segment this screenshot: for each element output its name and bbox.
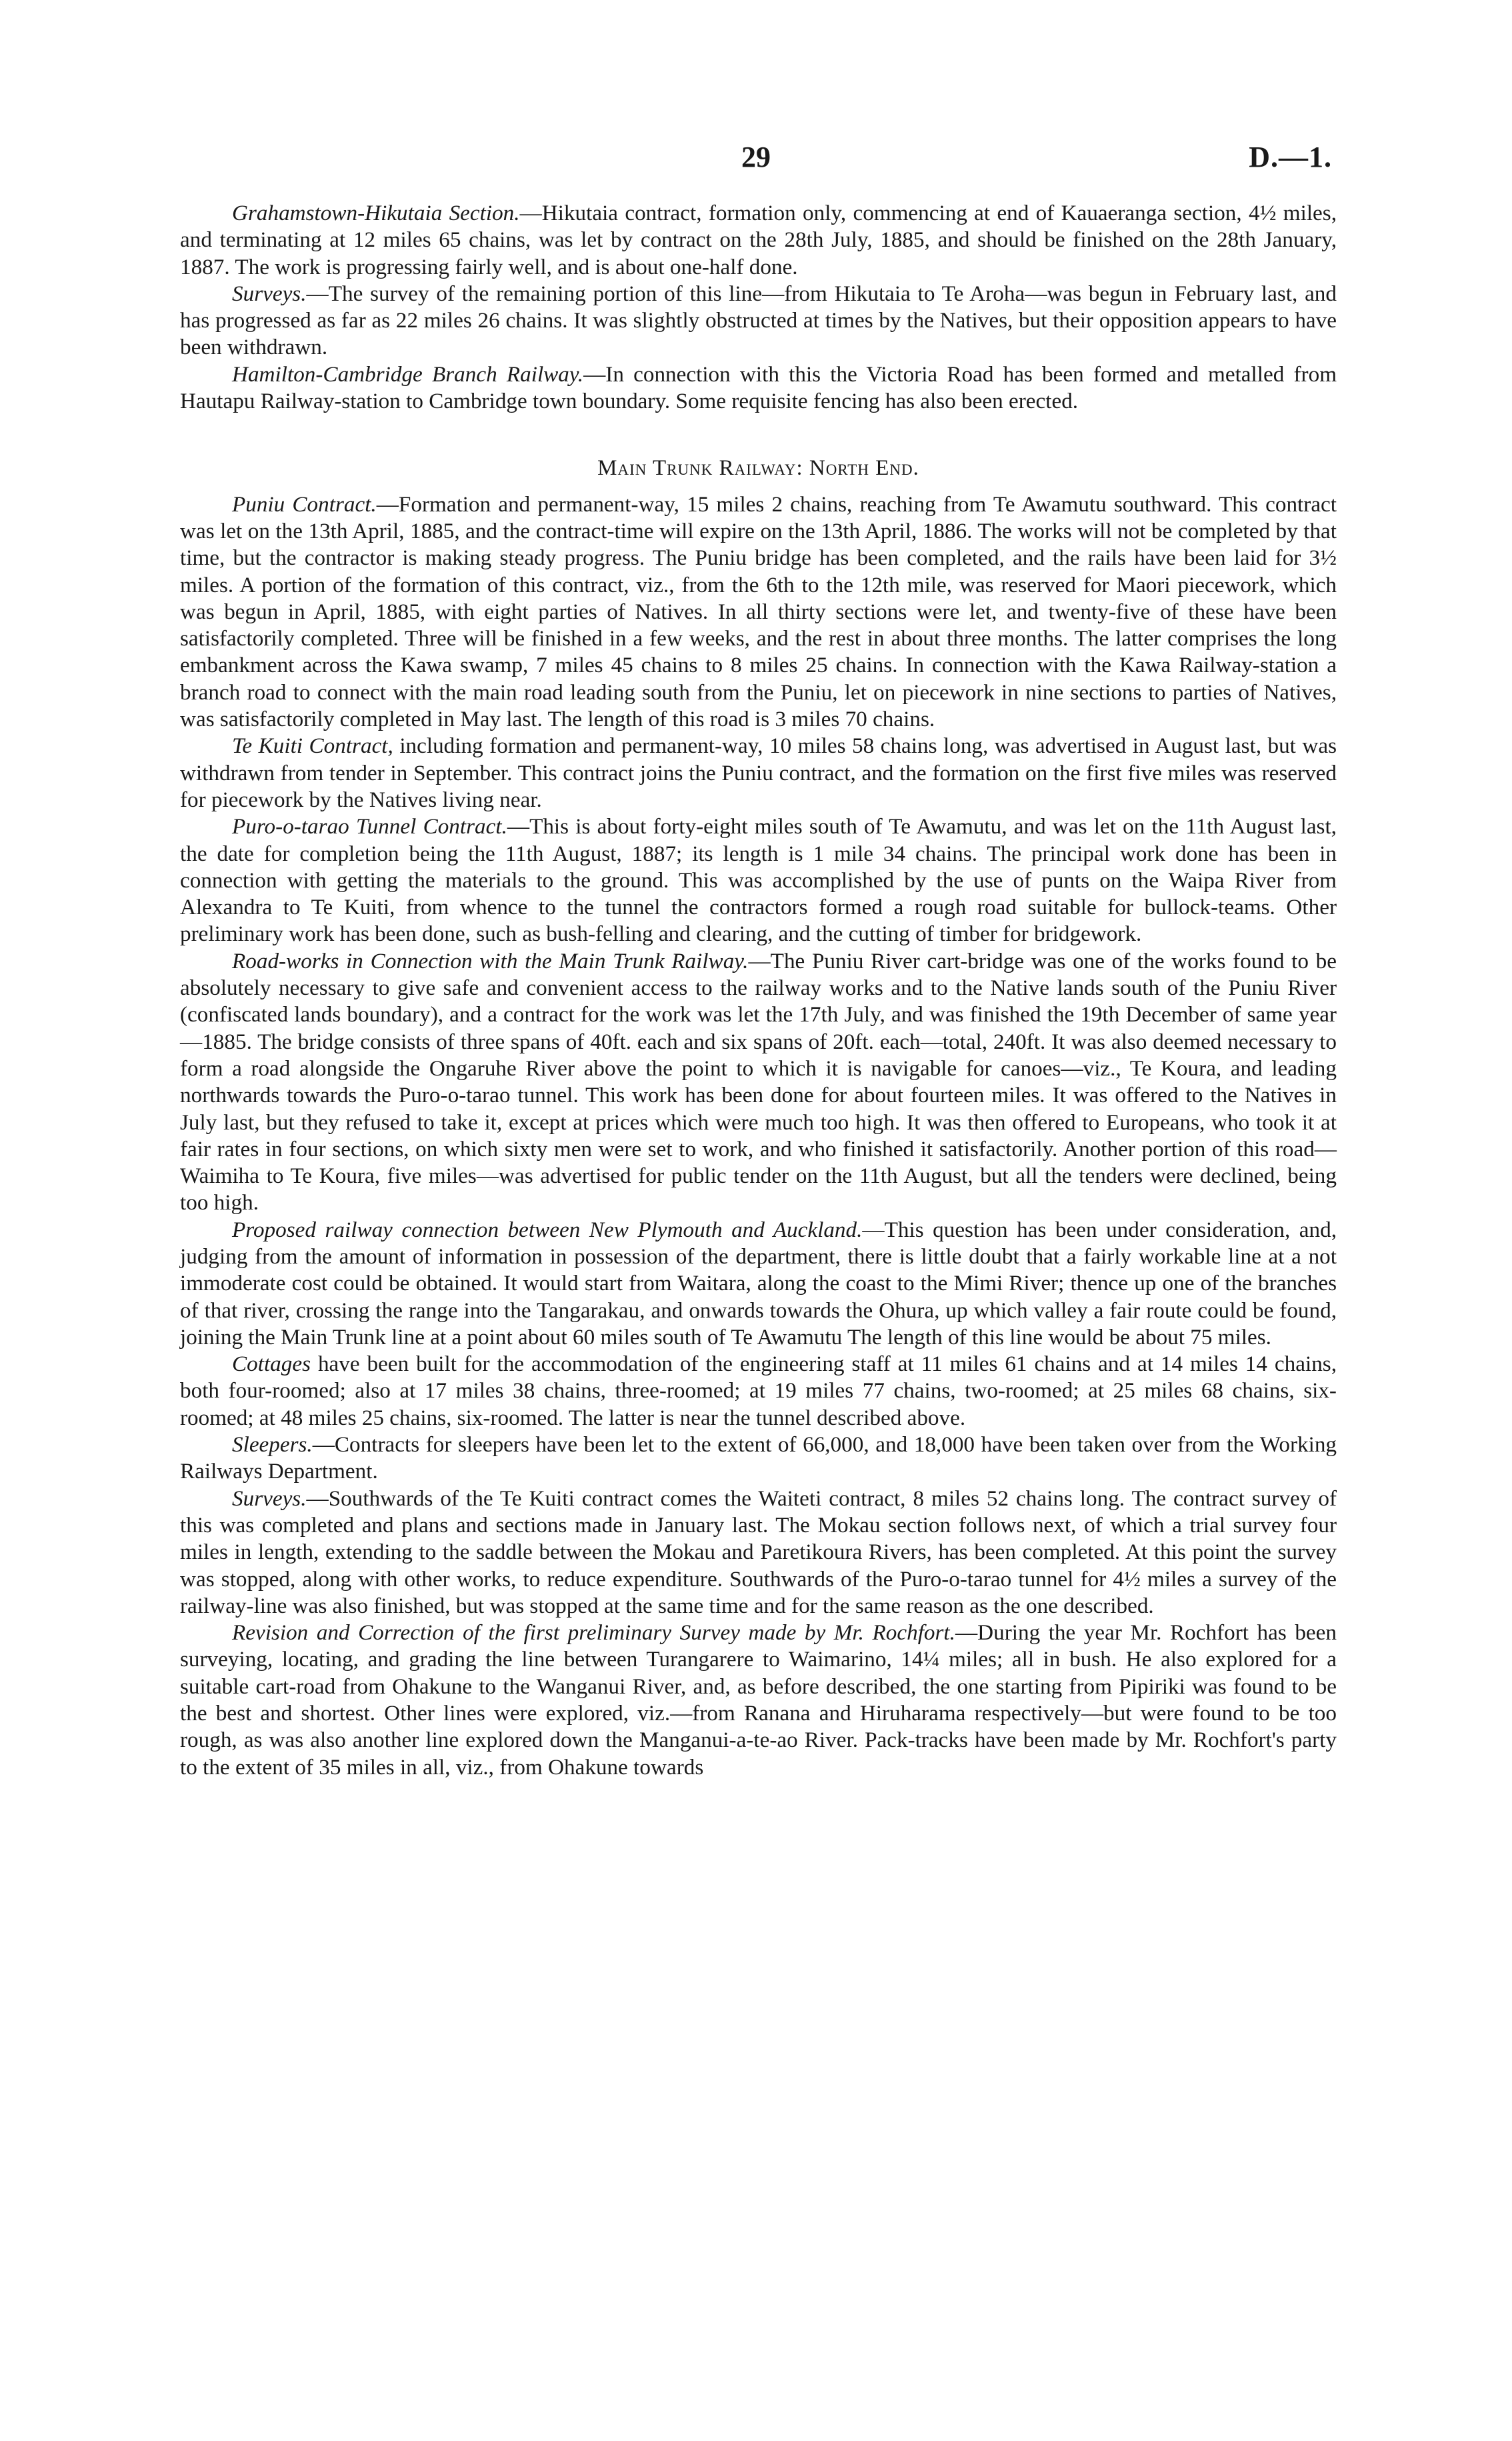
section-heading: Main Trunk Railway: North End.: [597, 456, 919, 481]
paragraph: [180, 491, 1337, 733]
paragraph: [180, 200, 1337, 281]
paragraph: [180, 361, 1337, 415]
paragraph-text: including formation and permanent-way, 10 miles 58 chains long, was advertised in August last, but was withdrawn from tender in September. This contract joins the Puniu contract, and the formation on the first five miles was reserved for piecework by the Natives living near.: [180, 733, 1337, 812]
paragraph: [180, 1351, 1337, 1432]
paragraph-text: —Hikutaia contract, formation only, commencing at end of Kauaeranga section, 4½ miles, and terminating at 12 miles 65 chains, was let by contract on the 28th July, 1885, and should be finished on the 28th January, 1887. The work is progressing fairly well, and is about one-half done.: [180, 201, 1337, 279]
paragraph: [180, 1486, 1337, 1620]
paragraph-lead: Te Kuiti Contract,: [232, 733, 393, 759]
paragraph-text: —Southwards of the Te Kuiti contract comes the Waiteti contract, 8 miles 52 chains long. The contract survey of this was completed and plans and sections made in January last. The Mokau section follows next, of which a trial survey four miles in length, extending to the saddle between the Mokau and Paretikoura Rivers, has been completed. At this point the survey was stopped, along with other works, to reduce expenditure. Southwards of the Puro-o-tarao tunnel for 4½ miles a survey of the railway-line was also finished, but was stopped at the same time and for the same reason as the one described.: [180, 1486, 1337, 1618]
paragraph-text: —In connection with this the Victoria Road has been formed and metalled from Hautapu Railway-station to Cambridge town boundary. Some requisite fencing has also been erected.: [180, 361, 1337, 414]
paragraph-lead: Proposed railway connection between New Plymouth and Auckland.: [232, 1217, 863, 1242]
paragraph-lead: Revision and Correction of the first preliminary Survey made by Mr. Rochfort.: [232, 1620, 955, 1646]
paragraph: [180, 1432, 1337, 1486]
paragraph: [180, 948, 1337, 1217]
paragraph-lead: Puro-o-tarao Tunnel Contract.: [232, 814, 507, 839]
paragraph: [180, 1620, 1337, 1781]
paragraph-text: —This is about forty-eight miles south of Te Awamutu, and was let on the 11th August last, the date for completion being the 11th August, 1887; its length is 1 mile 34 chains. The principal work done has been in connection with getting the materials to the ground. This was accomplished by the use of punts on the Waipa River from Alexandra to Te Kuiti, from whence to the tunnel the contractors formed a rough road suitable for bullock-teams. Other preliminary work has been done, such as bush-felling and clearing, and the cutting of timber for bridgework.: [180, 814, 1337, 947]
paragraph-lead: Grahamstown-Hikutaia Section.: [232, 201, 520, 225]
page-header: [180, 140, 1332, 187]
paragraph-text: —The survey of the remaining portion of this line—from Hikutaia to Te Aroha—was begun in February last, and has progressed as far as 22 miles 26 chains. It was slightly obstructed at times by the Natives, but their opposition appears to have been withdrawn.: [180, 281, 1337, 360]
paragraph-lead: Puniu Contract.: [232, 491, 377, 517]
paragraph-lead: Road-works in Connection with the Main Trunk Railway.: [232, 948, 749, 973]
document-code: D.—1.: [1249, 141, 1332, 173]
paragraph: [180, 281, 1337, 361]
page-body: [180, 200, 1337, 1781]
paragraph: [180, 1217, 1337, 1351]
paragraph-text: have been built for the accommodation of the engineering staff at 11 miles 61 chains and at 14 miles 14 chains, both four-roomed; also at 17 miles 38 chains, three-roomed; at 19 miles 77 chains, two-roomed; at 25 miles 68 chains, six-roomed; at 48 miles 25 chains, six-roomed. The latter is near the tunnel described above.: [180, 1352, 1337, 1430]
paragraph-text: —Formation and permanent-way, 15 miles 2 chains, reaching from Te Awamutu southward. This contract was let on the 13th April, 1885, and the contract-time will expire on the 13th April, 1886. The works will not be completed by that time, but the contractor is making steady progress. The Puniu bridge has been completed, and the rails have been laid for 3½ miles. A portion of the formation of this contract, viz., from the 6th to the 12th mile, was reserved for Maori piecework, which was begun in April, 1885, with eight parties of Natives. In all thirty sections were let, and twenty-five of these have been satisfactorily completed. Three will be finished in a few weeks, and the rest in about three months. The latter comprises the long embankment across the Kawa swamp, 7 miles 45 chains to 8 miles 25 chains. In connection with the Kawa Railway-station a branch road to connect with the main road leading south from the Puniu, let on piecework in nine sections to parties of Natives, was satisfactorily completed in May last. The length of this road is 3 miles 70 chains.: [180, 491, 1337, 732]
paragraph: [180, 813, 1337, 947]
paragraph-lead: Cottages: [232, 1352, 311, 1377]
paragraph-text: —Contracts for sleepers have been let to the extent of 66,000, and 18,000 have been taken over from the Working Railways Department.: [180, 1432, 1337, 1484]
page-number: 29: [741, 141, 771, 173]
paragraph-text: —This question has been under consideration, and, judging from the amount of information in possession of the department, there is little doubt that a fairly workable line at a not immoderate cost could be obtained. It would start from Waitara, along the coast to the Mimi River; thence up one of the branches of that river, crossing the range into the Tangarakau, and onwards towards the Ohura, up which valley a fair route could be found, joining the Main Trunk line at a point about 60 miles south of Te Awamutu The length of this line would be about 75 miles.: [180, 1217, 1337, 1350]
paragraph: [180, 733, 1337, 813]
paragraph-lead: Hamilton-Cambridge Branch Railway.: [232, 361, 584, 387]
paragraph-text: —The Puniu River cart-bridge was one of the works found to be absolutely necessary to give safe and convenient access to the railway works and to the Native lands south of the Puniu River (confiscated lands boundary), and a contract for the work was let the 17th July, and was finished the 19th December of same year—1885. The bridge consists of three spans of 40ft. each and six spans of 20ft. each—total, 240ft. It was also deemed necessary to form a road alongside the Ongaruhe River above the point to which it is navigable for canoes—viz., Te Koura, and leading northwards towards the Puro-o-tarao tunnel. This work has been done for about fourteen miles. It was offered to the Natives in July last, but they refused to take it, except at prices which were much too high. It was then offered to Europeans, who took it at fair rates in four sections, on which sixty men were set to work, and who finished it satisfactorily. Another portion of this road—Waimiha to Te Koura, five miles—was advertised for public tender on the 11th August, but all the tenders were declined, being too high.: [180, 948, 1337, 1215]
paragraph-lead: Surveys.: [232, 1486, 307, 1511]
paragraph-text: —During the year Mr. Rochfort has been surveying, locating, and grading the line between Turangarere to Waimarino, 14¼ miles; all in bush. He also explored for a suitable cart-road from Ohakune to the Wanganui River, and, as before described, the one starting from Pipiriki was found to be the best and shortest. Other lines were explored, viz.—from Ranana and Hiruharama respectively—but were found to be too rough, as was also another line explored down the Manganui-a-te-ao River. Pack-tracks have been made by Mr. Rochfort's party to the extent of 35 miles in all, viz., from Ohakune towards: [180, 1620, 1337, 1780]
paragraph-lead: Sleepers.: [232, 1432, 313, 1458]
paragraph-lead: Surveys.: [232, 281, 307, 306]
